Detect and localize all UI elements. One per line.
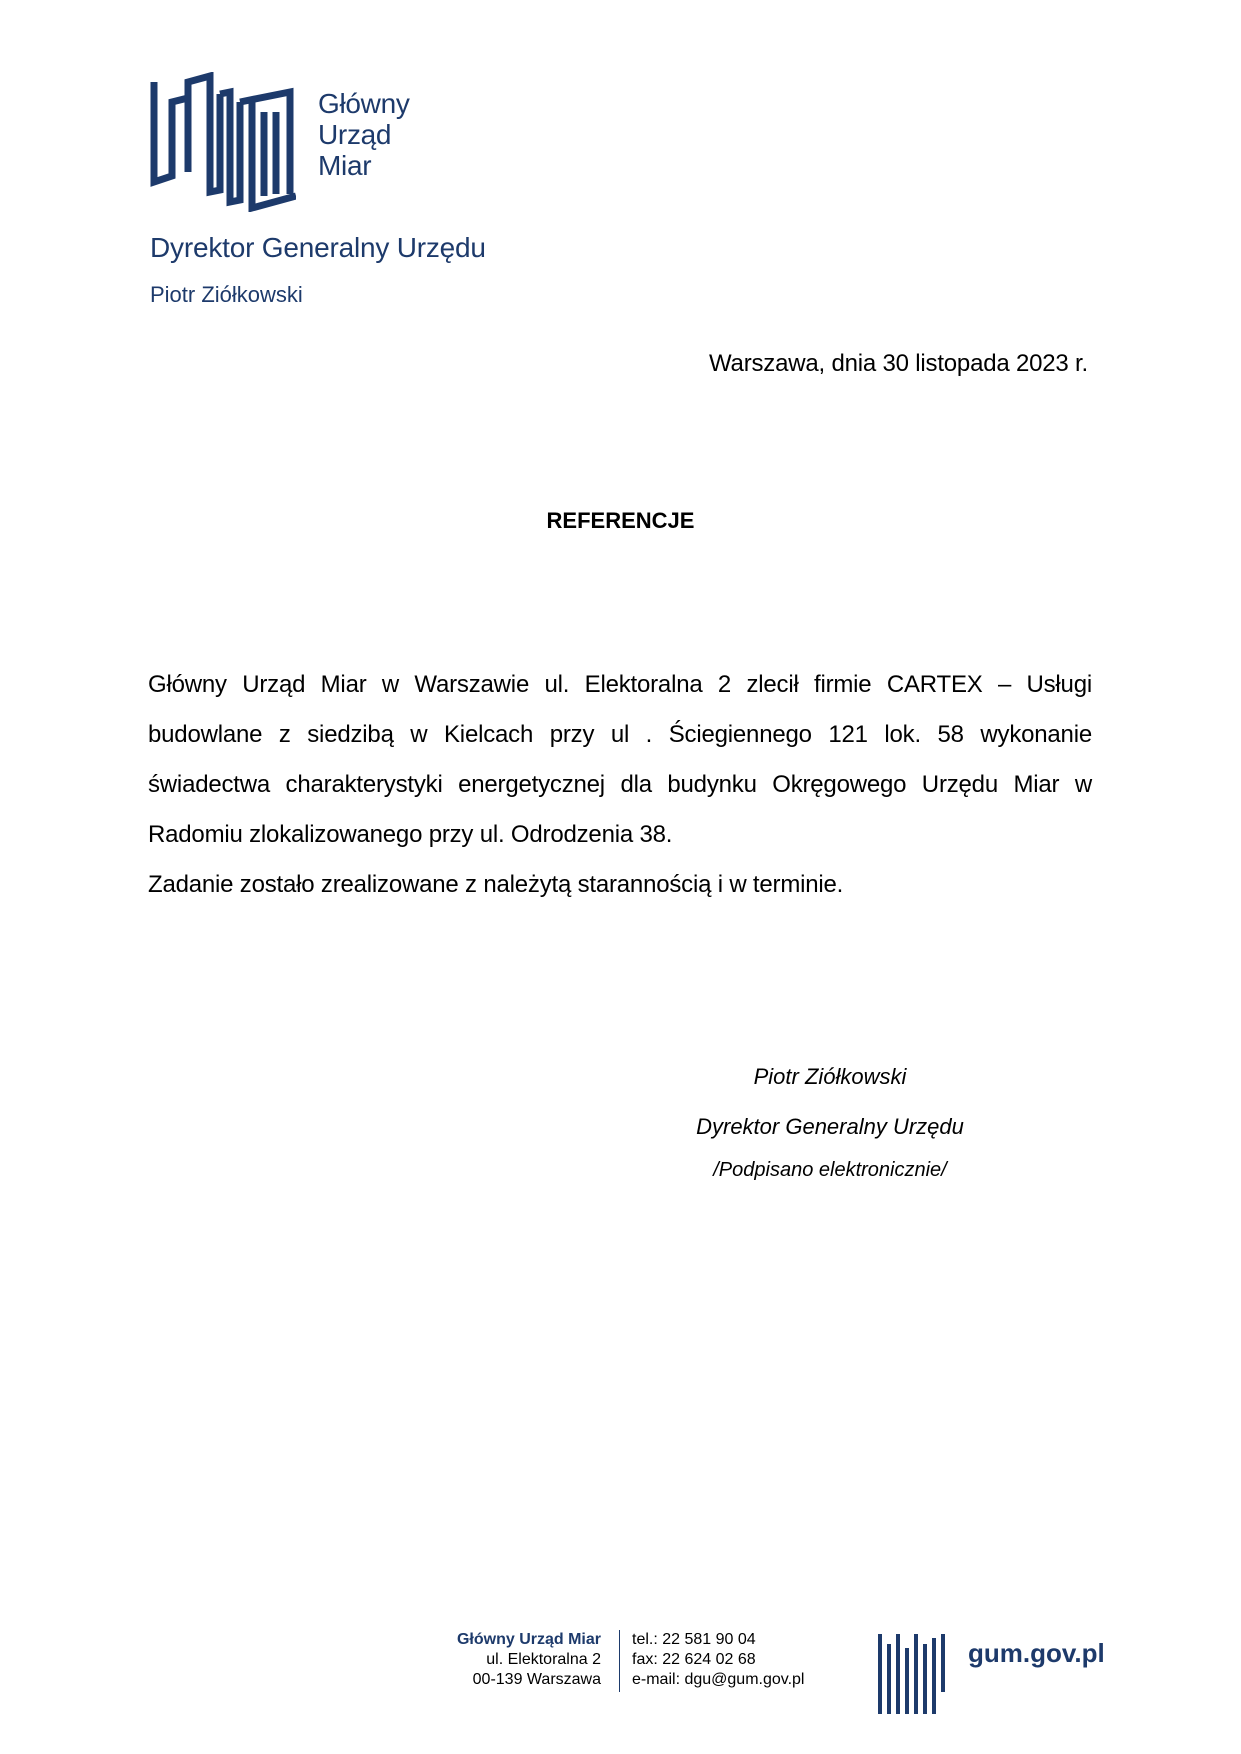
footer-contact (632, 1630, 804, 1690)
footer-email[interactable]: e-mail: dgu@gum.gov.pl (632, 1671, 805, 1688)
logo-line: Główny (318, 88, 410, 119)
signature-note: /Podpisano elektronicznie/ (713, 1159, 947, 1181)
signature-block (630, 1062, 1030, 1184)
body-paragraph: Główny Urząd Miar w Warszawie ul. Elektoralna 2 zlecił firmie CARTEX – Usługi budowlane z siedzibą w Kielcach przy ul . Ściegiennego 121 lok. 58 wykonanie świadectwa charakterystyki energetycznej dla budynku Okręgowego Urzędu Miar w Radomiu zlokalizowanego przy ul. Odrodzenia 38. (148, 671, 1092, 848)
footer-street: ul. Elektoralna 2 (486, 1651, 601, 1668)
logo-line: Miar (318, 150, 372, 181)
footer-city: 00-139 Warszawa (472, 1671, 601, 1688)
signatory-role: Dyrektor Generalny Urzędu (696, 1114, 964, 1139)
footer-divider (619, 1630, 620, 1692)
gum-logo-mark-icon (150, 72, 296, 212)
office-person: Piotr Ziółkowski (150, 282, 303, 307)
signatory-name: Piotr Ziółkowski (753, 1064, 907, 1089)
gum-bars-icon (878, 1634, 954, 1714)
footer-address (457, 1630, 601, 1690)
body-paragraph: Zadanie zostało zrealizowane z należytą starannością i w terminie. (148, 871, 844, 898)
gum-logo (150, 72, 430, 212)
footer-org-name: Główny Urząd Miar (456, 1631, 601, 1648)
footer-tel: tel.: 22 581 90 04 (632, 1631, 756, 1648)
logo-line: Urząd (318, 119, 392, 150)
office-title: Dyrektor Generalny Urzędu (150, 232, 486, 263)
footer-fax: fax: 22 624 02 68 (632, 1651, 756, 1668)
document-title: REFERENCJE (546, 508, 695, 533)
letter-body (148, 660, 1092, 910)
logo-wordmark (318, 88, 410, 181)
date-line: Warszawa, dnia 30 listopada 2023 r. (708, 350, 1088, 377)
footer-website-link[interactable]: gum.gov.pl (968, 1638, 1105, 1668)
footer (0, 1630, 1241, 1740)
